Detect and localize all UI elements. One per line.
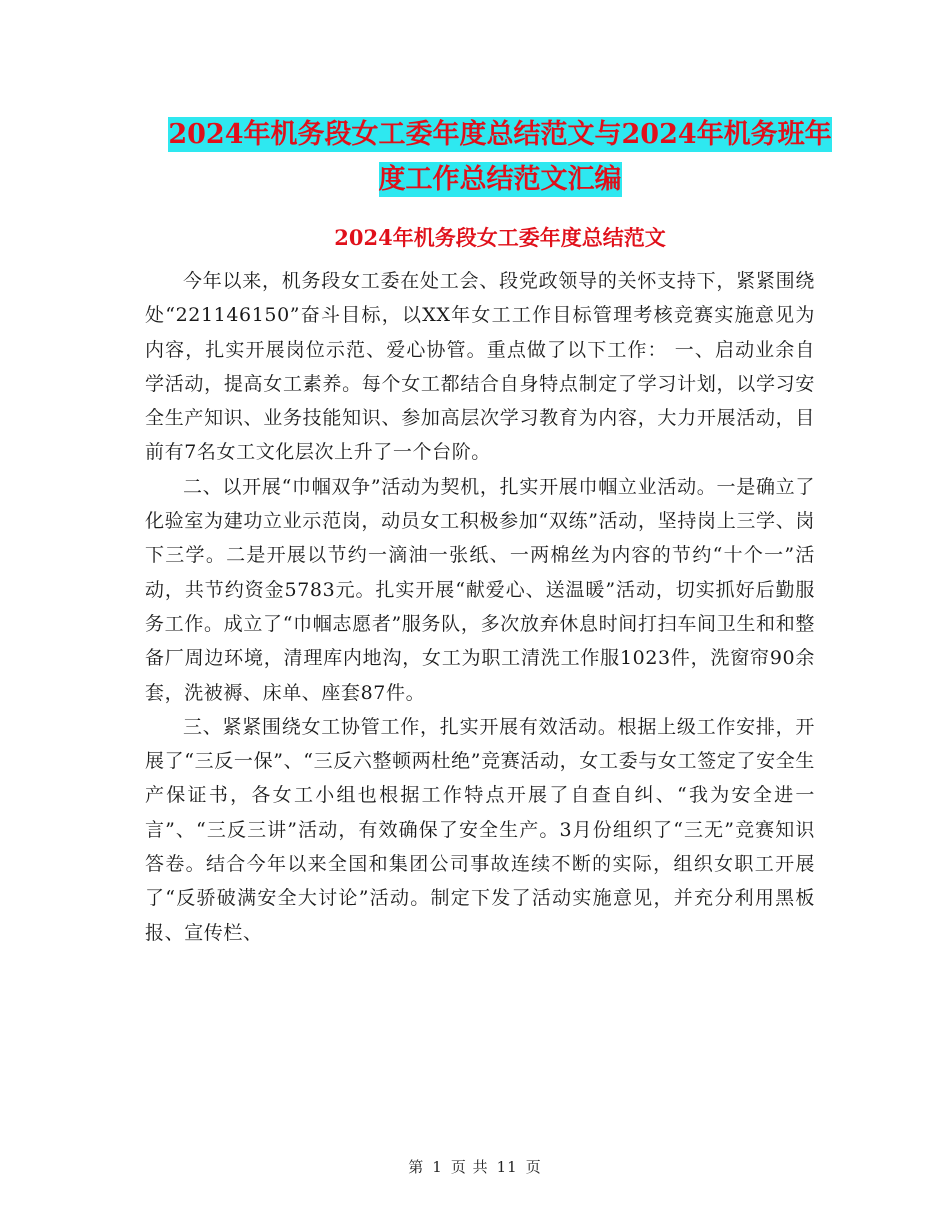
title-line-2: 度工作总结范文汇编 bbox=[378, 164, 622, 195]
paragraph: 三、紧紧围绕女工协管工作，扎实开展有效活动。根据上级工作安排，开展了“三反一保”、“三反六整顿两杜绝”竞赛活动，女工委与女工签定了安全生产保证书，各女工小组也根据工作特点开展了自查自纠、“我为安全进一言”、“三反三讲”活动，有效确保了安全生产。3月份组织了“三无”竞赛知识答卷。结合今年以来全国和集团公司事故连续不断的实际，组织女职工开展了“反骄破满安全大讨论”活动。制定下发了活动实施意见，并充分利用黑板报、宣传栏、 bbox=[145, 715, 815, 944]
total-pages: 11 bbox=[496, 1158, 518, 1176]
paragraph: 二、以开展“巾帼双争”活动为契机，扎实开展巾帼立业活动。一是确立了化验室为建功立业示范岗，动员女工积极参加“双练”活动，坚持岗上三学、岗下三学。二是开展以节约一滴油一张纸、一两棉丝为内容的节约“十个一”活动，共节约资金5783元。扎实开展“献爱心、送温暖”活动，切实抓好后勤服务工作。成立了“巾帼志愿者”服务队，多次放弃休息时间打扫车间卫生和和整备厂周边环境，清理库内地沟，女工为职工清洗工作服1023件，洗窗帘90余套，洗被褥、床单、座套87件。 bbox=[145, 475, 815, 704]
body-text bbox=[145, 264, 815, 950]
footer-suffix: 页 bbox=[525, 1158, 542, 1176]
footer-mid: 页 共 bbox=[450, 1158, 489, 1176]
paragraph: 今年以来，机务段女工委在处工会、段党政领导的关怀支持下，紧紧围绕处“221146150”奋斗目标，以XX年女工工作目标管理考核竞赛实施意见为内容，扎实开展岗位示范、爱心协管。重点做了以下工作： 一、启动业余自学活动，提高女工素养。每个女工都结合自身特点制定了学习计划，以学习安全生产知识、业务技能知识、参加高层次学习教育为内容，大力开展活动，目前有7名女工文化层次上升了一个台阶。 bbox=[145, 270, 815, 464]
page-number: 1 bbox=[432, 1158, 443, 1176]
footer-prefix: 第 bbox=[408, 1158, 425, 1176]
document-title bbox=[140, 112, 860, 202]
page-footer bbox=[0, 1156, 950, 1177]
section-title: 2024年机务段女工委年度总结范文 bbox=[334, 225, 666, 250]
title-line-1: 2024年机务段女工委年度总结范文与2024年机务班年 bbox=[168, 119, 832, 150]
